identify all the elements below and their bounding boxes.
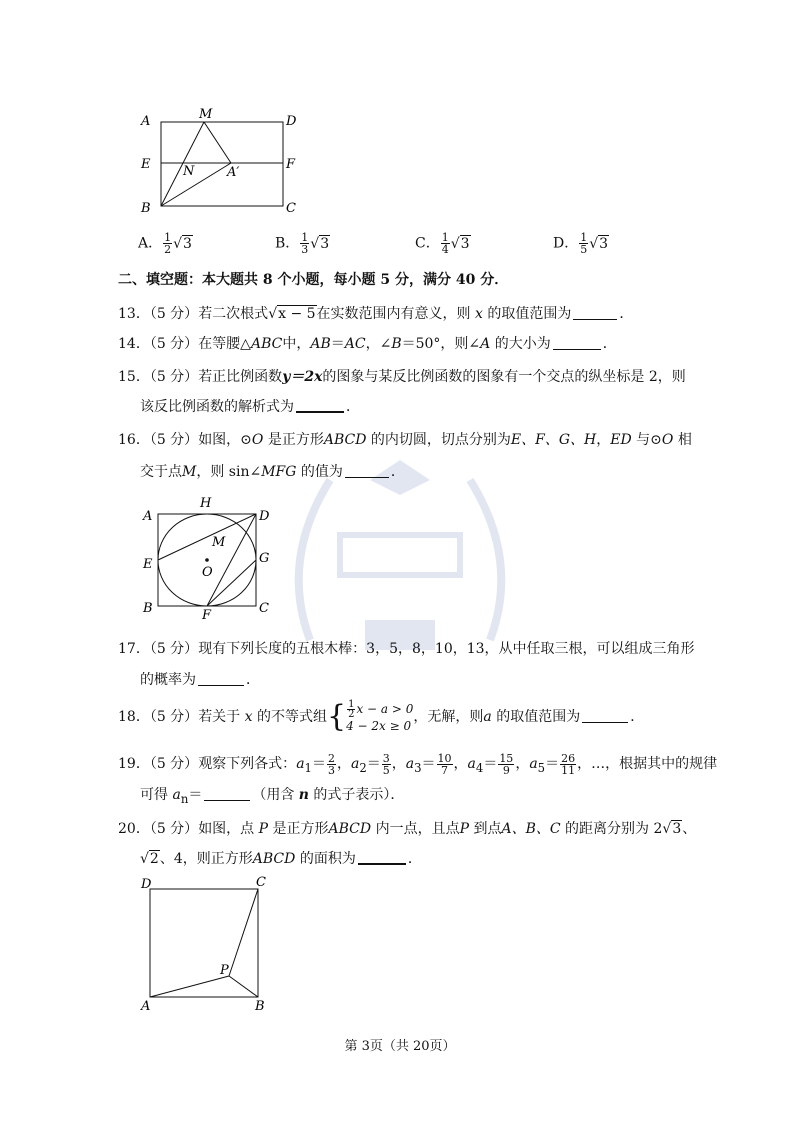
question-19-line2: 可得 $a_n=$ （用含 n 的式子表示）． <box>140 787 405 806</box>
question-13: 13．（5 分）若二次根式√x − 5在实数范围内有意义，则 x 的取值范围为 ． <box>118 306 634 322</box>
question-15: 15．（5 分）若正比例函数y＝2x的图象与某反比例函数的图象有一个交点的纵坐标是 2，则 <box>118 369 686 385</box>
label-m: M <box>199 107 213 122</box>
label-b: B <box>141 201 151 216</box>
answer-blank-14[interactable] <box>553 335 601 350</box>
label-a-prime: A′ <box>227 165 240 180</box>
question-20-line2: √2、4，则正方形ABCD 的面积为 ． <box>140 851 422 867</box>
answer-blank-13[interactable] <box>573 305 617 320</box>
label-d: D <box>286 114 297 129</box>
question-18: 18．（5 分）若关于 x 的不等式组{ $\frac{1}{2}$ x − a > 0 4 − 2x ≥ 0，无解，则a 的取值范围为 ． <box>118 699 645 734</box>
label-o: O <box>202 565 213 580</box>
label-p: P <box>220 963 229 978</box>
question-15-line2: 该反比例函数的解析式为 ． <box>140 399 360 415</box>
option-d[interactable]: D． $\frac{1}{5}$ √3 <box>553 231 609 256</box>
label-c: C <box>256 875 266 890</box>
question-17-line2: 的概率为 ． <box>140 672 260 688</box>
label-n: N <box>183 164 195 179</box>
question-14: 14．（5 分）在等腰△ABC中，AB＝AC，∠B＝50°，则∠A 的大小为 ． <box>118 336 617 352</box>
figure-square-incircle <box>138 492 278 620</box>
label-d: D <box>141 877 152 892</box>
question-17: 17．（5 分）现有下列长度的五根木棒：3，5，8，10，13，从中任取三根，可以组成三角形 <box>118 641 695 657</box>
figure-rectangle-fold <box>135 100 310 218</box>
page-footer: 第 3页（共 20页） <box>344 1039 456 1054</box>
label-d: D <box>259 509 270 524</box>
label-e: E <box>141 157 151 172</box>
answer-blank-19[interactable] <box>204 786 250 801</box>
question-20: 20．（5 分）如图，点 P 是正方形ABCD 内一点，且点P 到点A、B、C 的距离分别为 2√3、 <box>118 821 697 837</box>
label-e: E <box>143 557 153 572</box>
label-a: A <box>141 114 151 129</box>
label-h: H <box>200 496 212 511</box>
answer-blank-17[interactable] <box>198 671 244 686</box>
question-16-line2: 交于点M，则 sin∠MFG 的值为 ． <box>140 464 405 480</box>
label-b: B <box>255 999 265 1014</box>
answer-blank-18[interactable] <box>582 708 628 723</box>
question-19: 19．（5 分）观察下列各式：$a_1=$ $\frac{2}{3}$ ，$a_2=$ $\frac{3}{5}$ ，$a_3=$ $\frac{10}{7}$ ，$a_4=$ $\frac{15}{9}$ ，$a_5=$ $\frac{26}{11}$ ，…，根据其中的规律 <box>118 751 718 777</box>
figure-square-point-p <box>135 872 275 1017</box>
label-c: C <box>259 601 269 616</box>
label-a: A <box>141 999 151 1014</box>
label-a: A <box>143 509 153 524</box>
answer-blank-20[interactable] <box>358 849 406 865</box>
label-f: F <box>286 157 296 172</box>
label-g: G <box>259 551 270 566</box>
option-a[interactable]: A． $\frac{1}{2}$ √3 <box>138 231 192 256</box>
label-b: B <box>143 601 153 616</box>
answer-blank-15[interactable] <box>296 397 344 413</box>
section-heading: 二、填空题：本大题共 8 个小题，每小题 5 分，满分 40 分． <box>118 272 509 288</box>
option-c[interactable]: C． $\frac{1}{4}$ √3 <box>415 231 470 256</box>
label-c: C <box>286 201 296 216</box>
answer-blank-16[interactable] <box>345 463 389 478</box>
label-f: F <box>202 608 212 620</box>
label-m: M <box>212 535 226 550</box>
question-16: 16．（5 分）如图，⊙O 是正方形ABCD 的内切圆，切点分别为E、F、G、H，ED 与⊙O 相 <box>118 432 692 448</box>
option-b[interactable]: B． $\frac{1}{3}$ √3 <box>275 231 330 256</box>
